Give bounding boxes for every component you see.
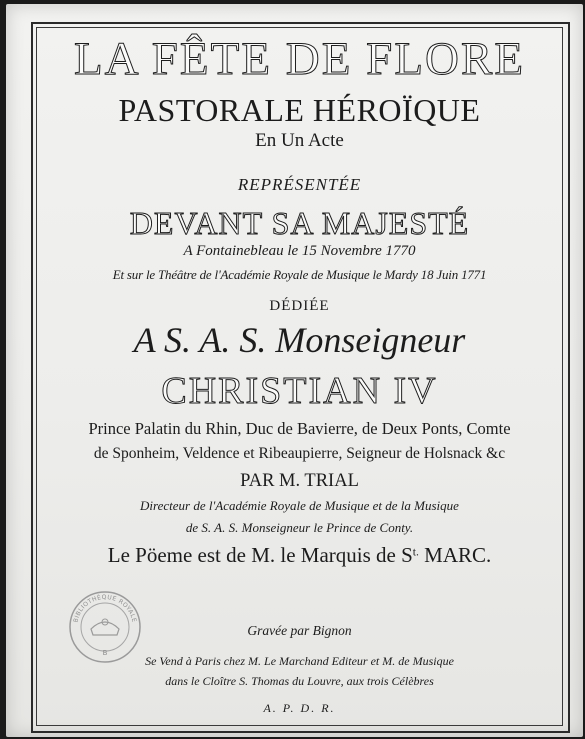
title-page <box>6 4 583 737</box>
acte-line: En Un Acte <box>255 130 344 151</box>
stamp-letter: B <box>102 649 108 657</box>
address-line: dans le Cloître S. Thomas du Louvre, aux trois Célèbres <box>165 674 434 688</box>
privilege-line: A. P. D. R. <box>263 701 336 715</box>
representee-line: REPRÉSENTÉE <box>237 175 362 194</box>
work-title: LA FÊTE DE FLORE <box>73 33 526 85</box>
poem-credit-line <box>34 545 565 566</box>
composer-line: PAR M. TRIAL <box>240 471 359 491</box>
christian-line: CHRISTIAN IV <box>161 370 438 412</box>
seller-line: Se Vend à Paris chez M. Le Marchand Editeur et M. de Musique <box>145 654 454 668</box>
majeste-line: DEVANT SA MAJESTÉ <box>129 205 470 241</box>
fontainebleau-line: A Fontainebleau le 15 Novembre 1770 <box>183 243 416 259</box>
poem-credit-end: MARC. <box>418 543 492 567</box>
sponheim-line: de Sponheim, Veldence et Ribeaupierre, Seigneur de Holsnack &c <box>93 445 506 462</box>
prince-titles-line: Prince Palatin du Rhin, Duc de Bavierre, de Deux Ponts, Comte <box>88 419 511 438</box>
dedicatee-line: A S. A. S. Monseigneur <box>133 320 466 360</box>
dediee-line: DÉDIÉE <box>269 298 330 314</box>
conty-line: de S. A. S. Monseigneur le Prince de Conty. <box>185 520 414 535</box>
stamp-text: BIBLIOTHÈQUE ROYALE <box>72 593 138 624</box>
engraver-line: Gravée par Bignon <box>247 623 352 638</box>
poem-credit-text: Le Pöeme est de M. le Marquis de S <box>107 543 413 567</box>
theatre-line: Et sur le Théâtre de l'Académie Royale de Musique le Mardy 18 Juin 1771 <box>112 267 487 282</box>
directeur-line: Directeur de l'Académie Royale de Musique et de la Musique <box>140 498 459 513</box>
work-subtitle: PASTORALE HÉROÏQUE <box>118 92 481 128</box>
poem-credit-sup: t. <box>412 546 419 559</box>
